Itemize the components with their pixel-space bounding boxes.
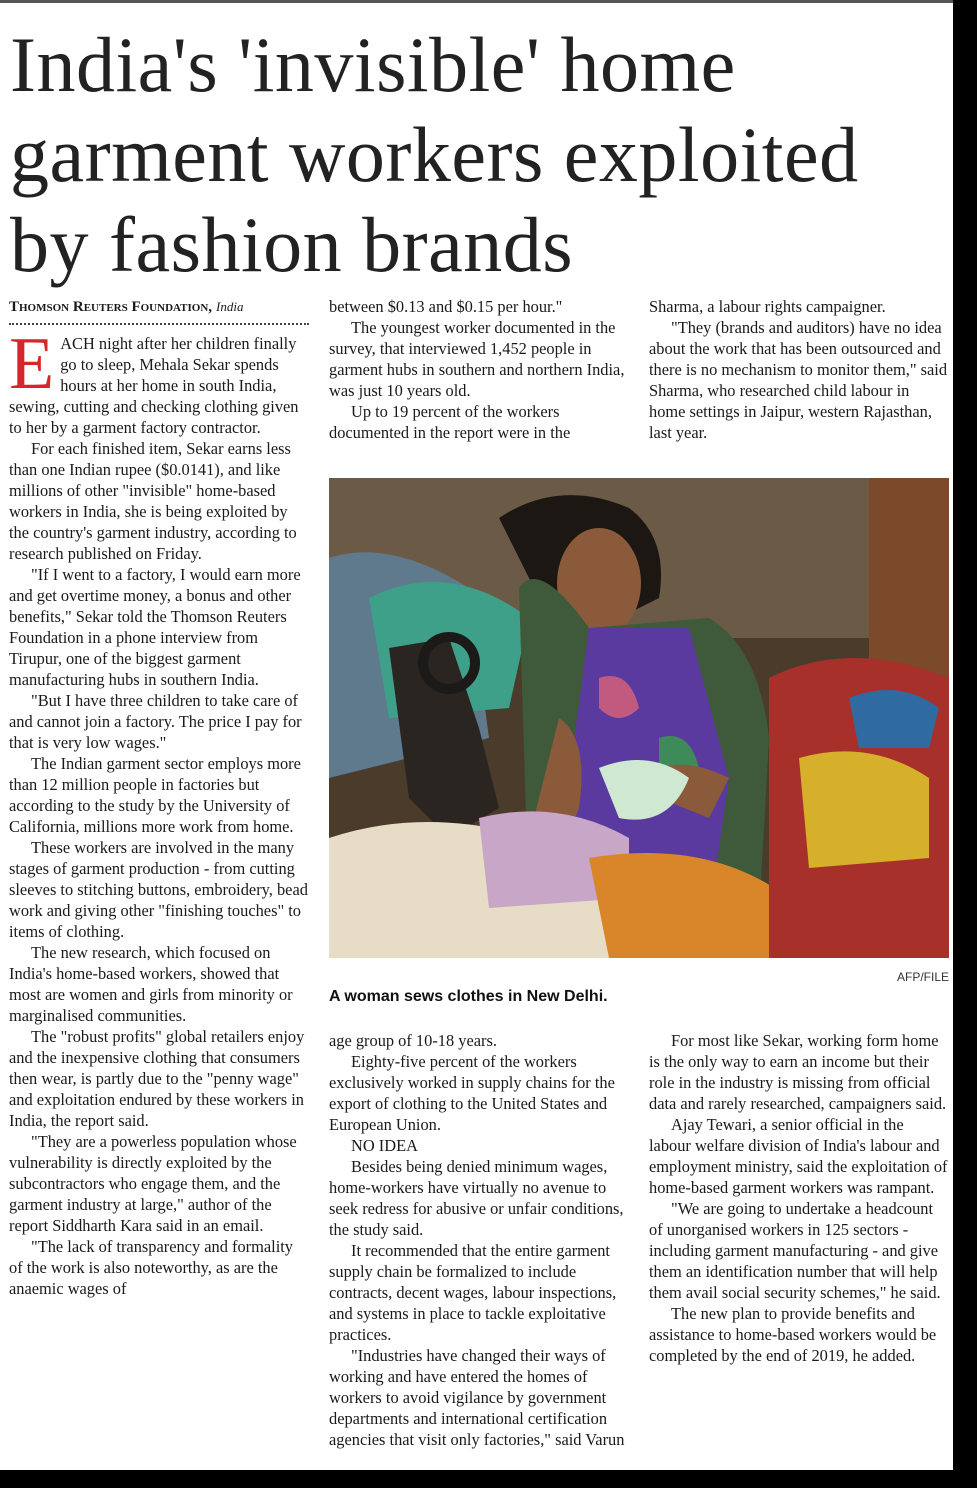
subhead: NO IDEA <box>351 1136 418 1155</box>
paragraph: "If I went to a factory, I would earn more and get overtime money, a bonus and other benefits," Sekar told the Thomson Reuters Foundation in a phone interview from Tirupur, one of the biggest garment manufacturing hubs in southern India. <box>9 565 301 689</box>
article-column-2-bottom <box>329 1030 629 1450</box>
paragraph: "Industries have changed their ways of working and have entered the homes of workers to avoid vigilance by government departments and international certification agencies that visit only factories," said Varun <box>329 1346 625 1449</box>
drop-cap: E <box>9 323 55 405</box>
photo-illustration <box>329 478 949 958</box>
paragraph: "They (brands and auditors) have no idea about the work that has been outsourced and there is no mechanism to monitor them," said Sharma, who researched child labour in home settings in Jaipur, western Rajasthan, last year. <box>649 318 948 442</box>
paragraph: "We are going to undertake a headcount of unorganised workers in 125 sectors - including garment manufacturing - and give them an identification number that will help them avail social security schemes," he said. <box>649 1199 941 1302</box>
paragraph: The new research, which focused on India's home-based workers, showed that most are women and girls from minority or marginalised communities. <box>9 943 293 1025</box>
paragraph: These workers are involved in the many stages of garment production - from cutting sleeves to stitching buttons, embroidery, bead work and giving other "finishing touches" to items of clothing. <box>9 838 308 941</box>
byline <box>9 297 309 317</box>
page-edge-bottom <box>0 1470 977 1488</box>
article-column-1 <box>9 297 309 1299</box>
paragraph: For most like Sekar, working form home is the only way to earn an income but their role in the industry is missing from official data and rarely researched, campaigners said. <box>649 1031 947 1113</box>
byline-divider <box>9 323 309 325</box>
byline-location: India <box>216 299 244 314</box>
page-edge-right <box>953 0 977 1488</box>
paragraph: The new plan to provide benefits and assistance to home-based workers would be completed by the end of 2019, he added. <box>649 1304 937 1365</box>
photo-caption: A woman sews clothes in New Delhi. <box>329 988 608 1005</box>
article-photo <box>329 478 949 958</box>
paragraph: For each finished item, Sekar earns less than one Indian rupee ($0.0141), and like millions of other "invisible" home-based workers in India, she is being exploited by the country's garment industry, according to research published on Friday. <box>9 439 297 563</box>
paragraph: Sharma, a labour rights campaigner. <box>649 297 886 316</box>
lead-paragraph: EACH night after her children finally go to sleep, Mehala Sekar spends hours at her home in south India, sewing, cutting and checking clothing given to her by a garment factory contractor. <box>9 323 299 437</box>
paragraph: "They are a powerless population whose vulnerability is directly exploited by the subcontractors who engage them, and the garment industry at large," author of the report Siddharth Kara said in an email. <box>9 1132 297 1235</box>
paragraph: Besides being denied minimum wages, home-workers have virtually no avenue to seek redress for abusive or unfair conditions, the study said. <box>329 1157 624 1239</box>
photo-credit: AFP/FILE <box>896 970 949 984</box>
paragraph: "But I have three children to take care of and cannot join a factory. The price I pay for that is very low wages." <box>9 691 302 752</box>
top-rule <box>0 0 977 3</box>
paragraph: The Indian garment sector employs more than 12 million people in factories but according to the study by the University of California, millions more work from home. <box>9 754 301 836</box>
paragraph: It recommended that the entire garment supply chain be formalized to include contracts, decent wages, labour inspections, and systems in place to tackle exploitative practices. <box>329 1241 617 1344</box>
article-column-2-top <box>329 296 629 443</box>
paragraph: "The lack of transparency and formality of the work is also noteworthy, as are the anaemic wages of <box>9 1237 294 1298</box>
paragraph: Up to 19 percent of the workers documented in the report were in the <box>329 402 571 442</box>
paragraph: between $0.13 and $0.15 per hour." <box>329 297 563 316</box>
paragraph: The youngest worker documented in the survey, that interviewed 1,452 people in garment hubs in southern and northern India, was just 10 years old. <box>329 318 625 400</box>
paragraph: Eighty-five percent of the workers exclusively worked in supply chains for the export of clothing to the United States and European Union. <box>329 1052 615 1134</box>
paragraph: Ajay Tewari, a senior official in the labour welfare division of India's labour and employment ministry, said the exploitation of home-based garment workers was rampant. <box>649 1115 948 1197</box>
headline: India's 'invisible' home garment workers exploited by fashion brands <box>10 21 859 288</box>
byline-source: Thomson Reuters Foundation, <box>9 299 213 315</box>
paragraph: The "robust profits" global retailers enjoy and the inexpensive clothing that consumers then wear, is partly due to the "penny wage" and exploitation endured by these workers in India, the report said. <box>9 1027 305 1130</box>
article-column-3-bottom <box>649 1030 949 1366</box>
paragraph: age group of 10-18 years. <box>329 1031 497 1050</box>
article-column-3-top <box>649 296 949 443</box>
